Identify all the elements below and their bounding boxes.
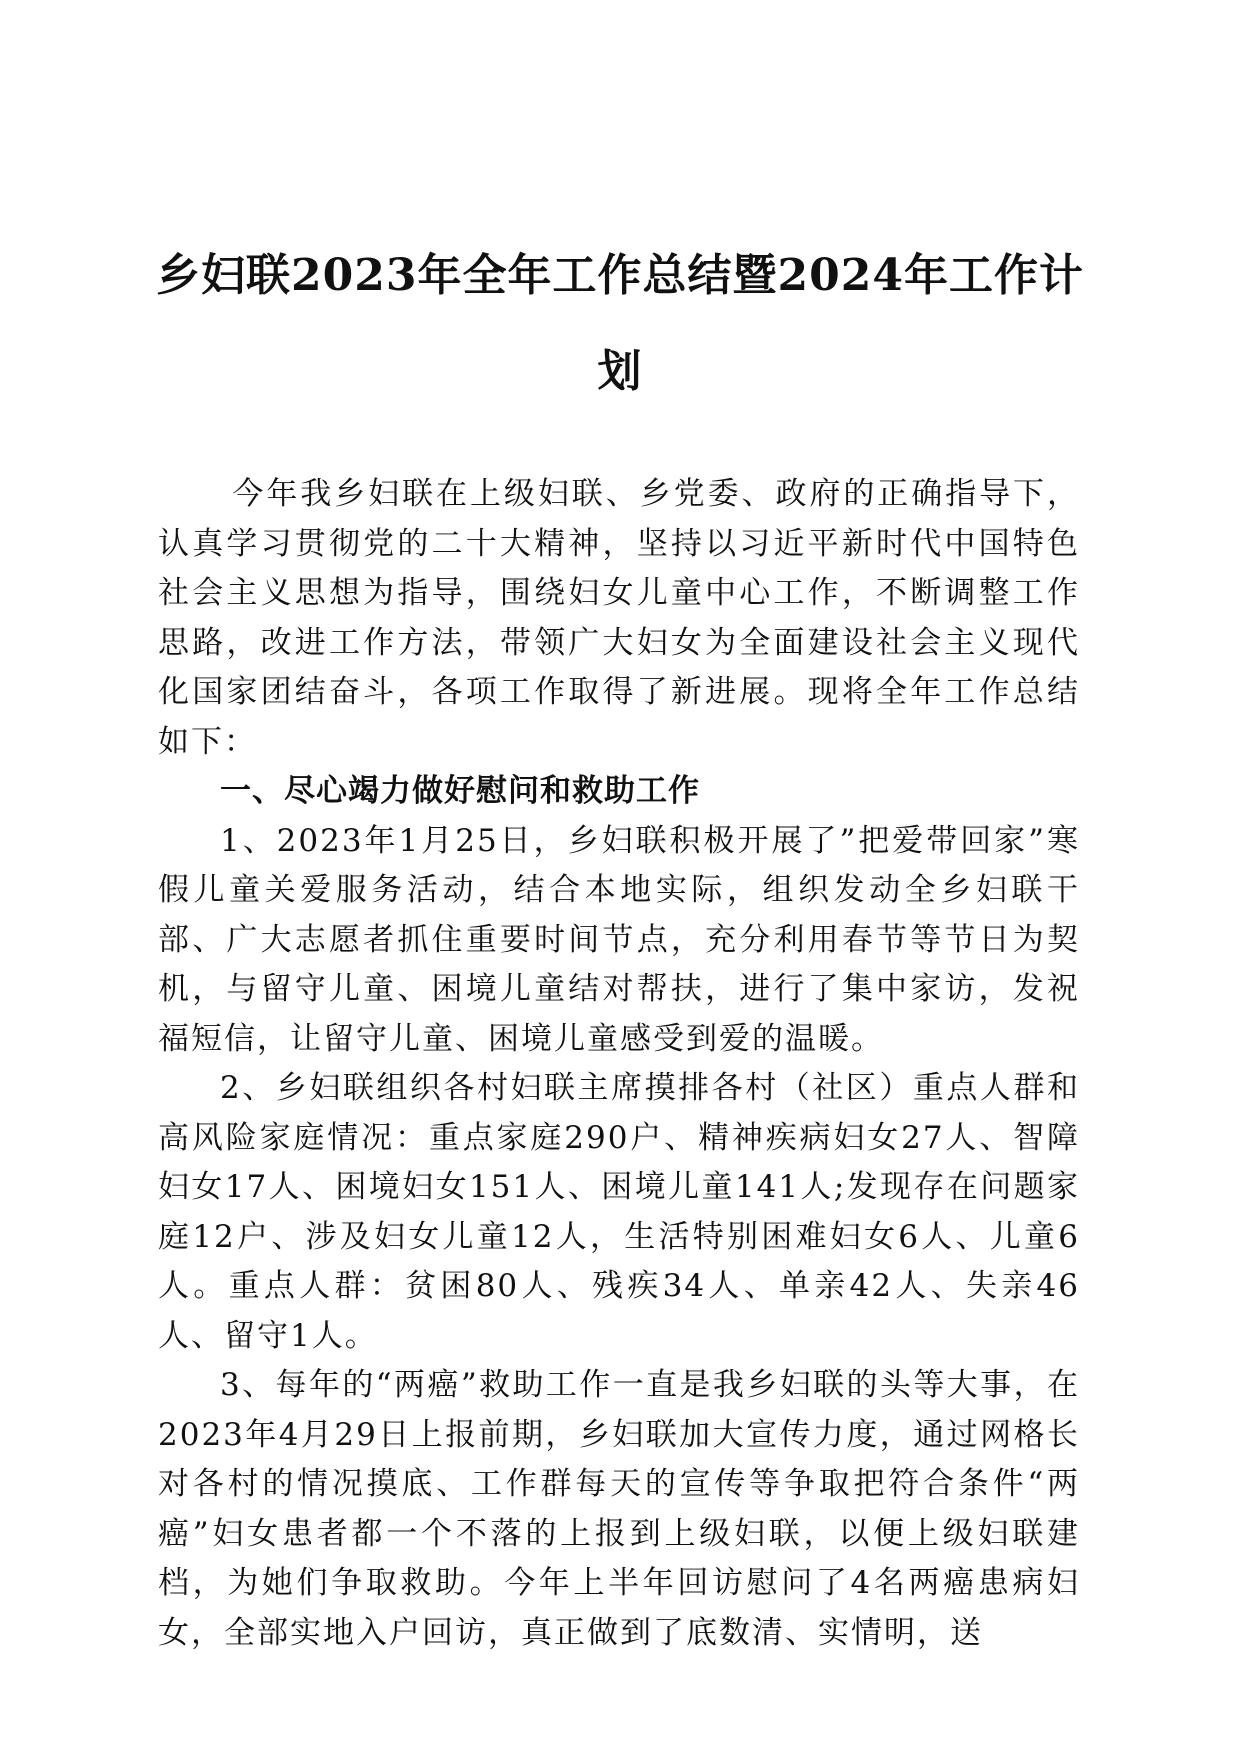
item-paragraph-3: 3、每年的“两癌”救助工作一直是我乡妇联的头等大事，在2023年4月29日上报前期，乡妇联加大宣传力度，通过网格长对各村的情况摸底、工作群每天的宣传等争取把符合条件“两癌”妇女患者都一个不落的上报到上级妇联，以便上级妇联建档，为她们争取救助。今年上半年回访慰问了4名两癌患病妇女，全部实地入户回访，真正做到了底数清、实情明，送 — [158, 1367, 1080, 1651]
document-title: 乡妇联2023年全年工作总结暨2024年工作计划 — [156, 250, 1084, 397]
item-paragraph-2: 2、乡妇联组织各村妇联主席摸排各村（社区）重点人群和高风险家庭情况：重点家庭290户、精神疾病妇女27人、智障妇女17人、困境妇女151人、困境儿童141人;发现存在问题家庭12户、涉及妇女儿童12人，生活特别困难妇女6人、儿童6人。重点人群：贫困80人、残疾34人、单亲42人、失亲46人、留守1人。 — [158, 1070, 1080, 1354]
intro-paragraph: 今年我乡妇联在上级妇联、乡党委、政府的正确指导下，认真学习贯彻党的二十大精神，坚持以习近平新时代中国特色社会主义思想为指导，围绕妇女儿童中心工作，不断调整工作思路，改进工作方法，带领广大妇女为全面建设社会主义现代化国家团结奋斗，各项工作取得了新进展。现将全年工作总结如下： — [158, 476, 1080, 760]
item-paragraph-1: 1、2023年1月25日，乡妇联积极开展了”把爱带回家”寒假儿童关爱服务活动，结合本地实际，组织发动全乡妇联干部、广大志愿者抓住重要时间节点，充分利用春节等节日为契机，与留守儿童、困境儿童结对帮扶，进行了集中家访，发祝福短信，让留守儿童、困境儿童感受到爱的温暖。 — [158, 822, 1080, 1057]
document-body — [158, 470, 1080, 1658]
section-heading: 一、尽心竭力做好慰问和救助工作 — [220, 773, 700, 809]
